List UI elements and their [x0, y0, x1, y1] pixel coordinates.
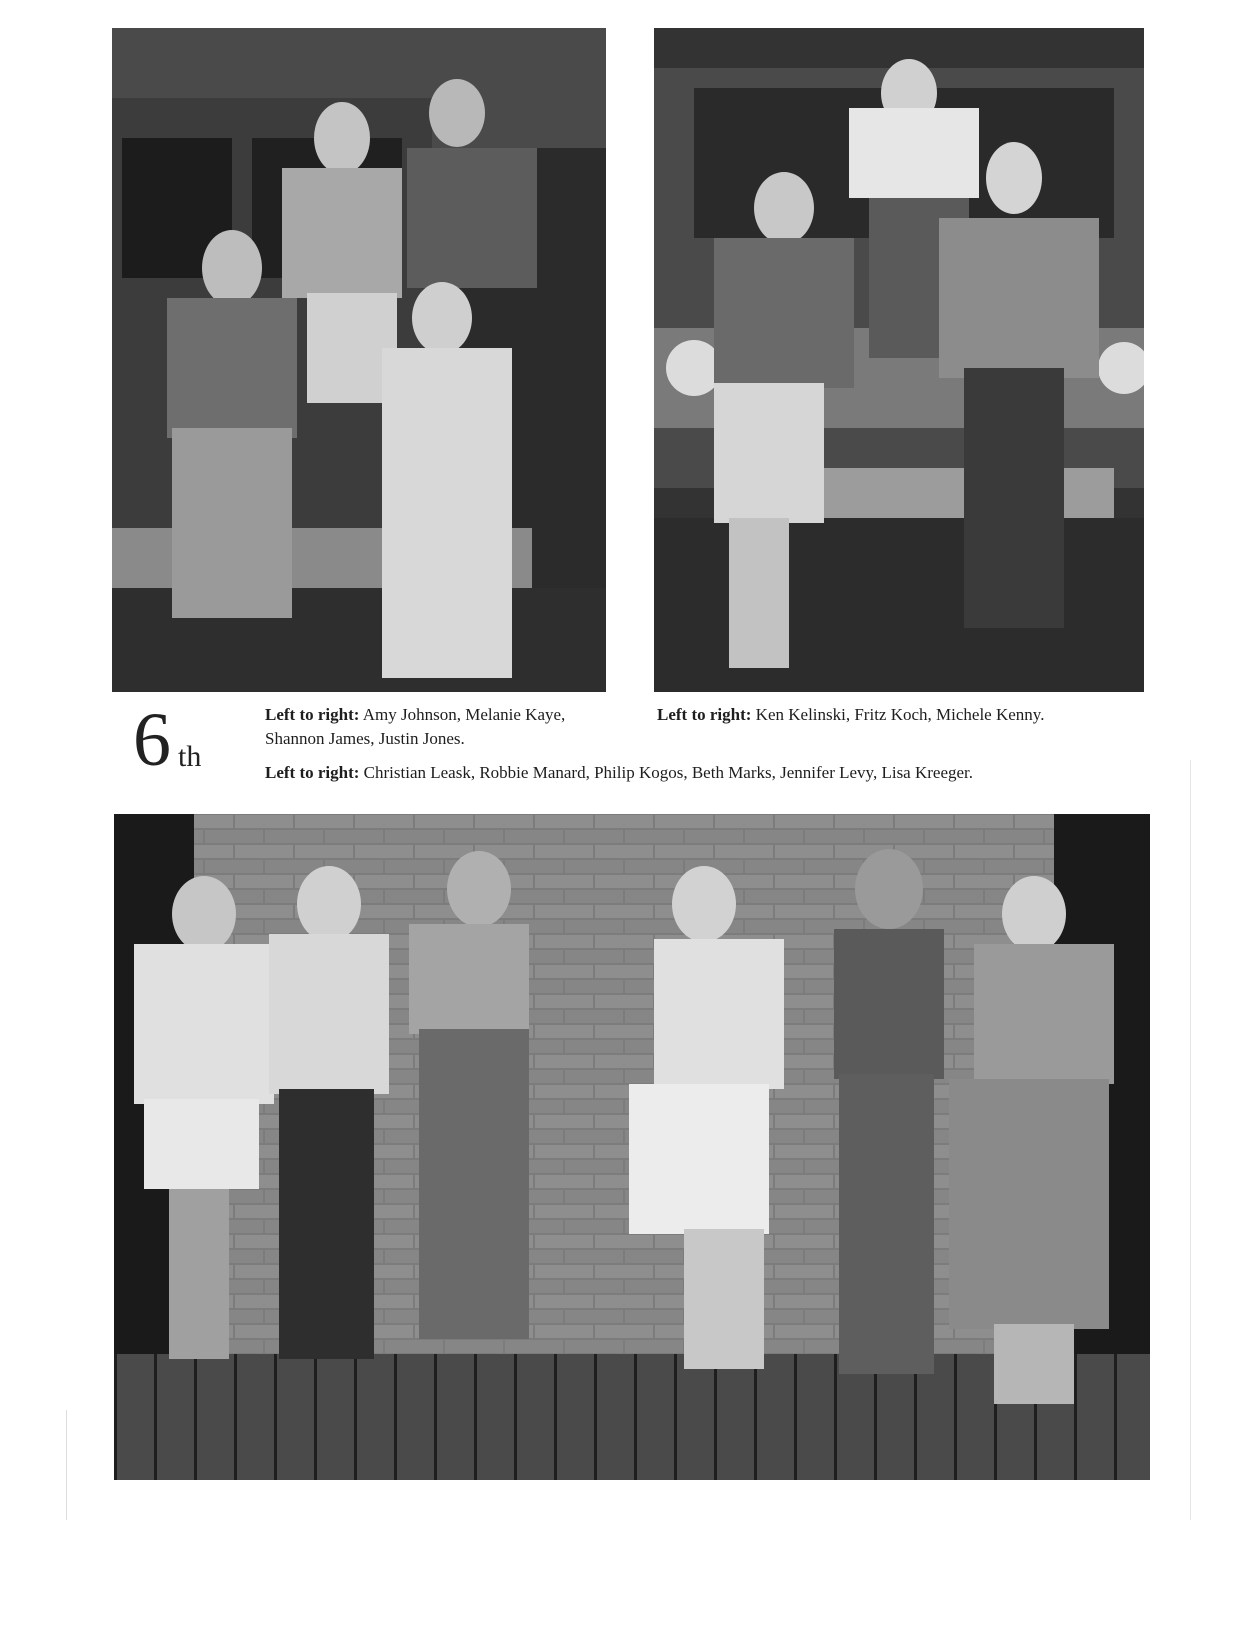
- photo-image: [112, 28, 606, 692]
- page-edge: [1190, 760, 1191, 1520]
- caption-lead: Left to right:: [265, 705, 360, 724]
- caption-lead: Left to right:: [265, 763, 360, 782]
- caption-bottom: [265, 761, 1145, 785]
- photo-four-students-van: [112, 28, 606, 692]
- grade-suffix: th: [178, 740, 202, 773]
- photo-image: [114, 814, 1150, 1480]
- caption-names: Christian Leask, Robbie Manard, Philip Kogos, Beth Marks, Jennifer Levy, Lisa Kreeger.: [363, 763, 974, 782]
- photo-six-students-brick-wall: [114, 814, 1150, 1480]
- photo-three-students-truck: [654, 28, 1144, 692]
- caption-names: Ken Kelinski, Fritz Koch, Michele Kenny.: [755, 705, 1045, 724]
- photo-image: [654, 28, 1144, 692]
- page-edge: [66, 1410, 67, 1520]
- caption-top-right: [657, 703, 1157, 727]
- caption-lead: Left to right:: [657, 705, 752, 724]
- caption-names: Amy Johnson, Melanie Kaye, Shannon James, Justin Jones.: [265, 705, 566, 748]
- grade-number: 6: [133, 698, 171, 782]
- caption-top-left: [265, 703, 625, 751]
